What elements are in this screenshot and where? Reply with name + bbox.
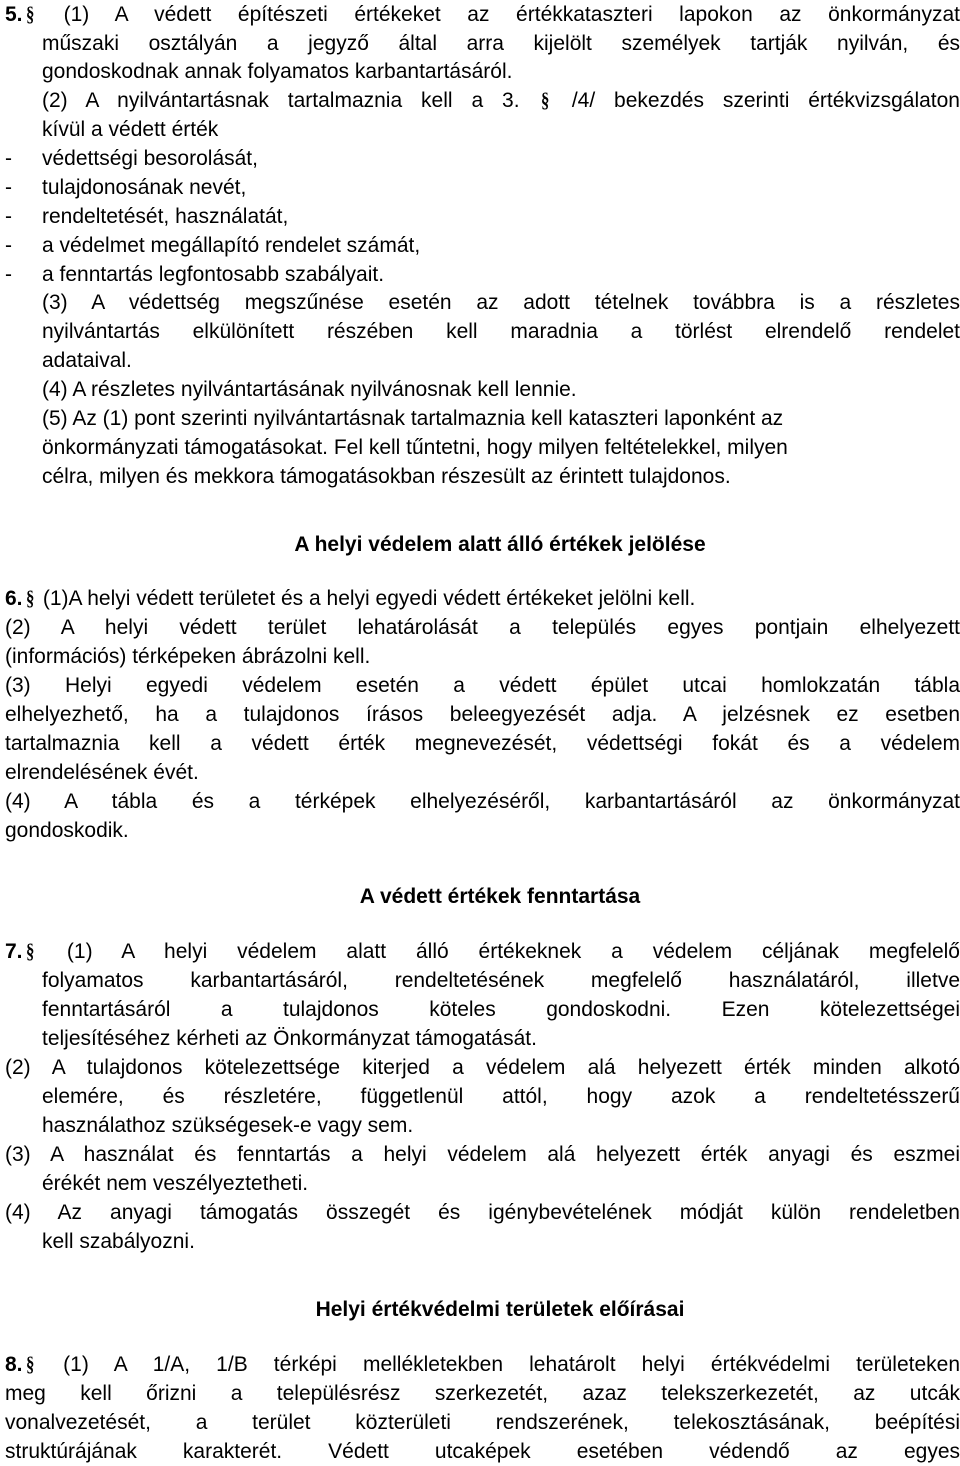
paragraph-text: (1) A 1/A, 1/B térképi mellékletekben lehatárolt helyi értékvédelmi területeken (63, 1353, 960, 1376)
paragraph-line: teljesítéséhez kérheti az Önkormányzat támogatását. (42, 1027, 537, 1050)
list-dash: - (5, 147, 12, 170)
paragraph-line: célra, milyen és mekkora támogatásokban részesült az érintett tulajdonos. (42, 465, 731, 488)
paragraph-line: (4) A tábla és a térképek elhelyezéséről, karbantartásáról az önkormányzat (5, 790, 960, 813)
paragraph-line: folyamatos karbantartásáról, rendeltetésének megfelelő használatáról, illetve (42, 969, 960, 992)
paragraph-line: vonalvezetését, a terület közterületi rendszerének, telekosztásának, beépítési (5, 1411, 960, 1434)
list-dash: - (5, 205, 12, 228)
section-sign: § (541, 88, 550, 112)
section-number: 7. (5, 940, 23, 963)
paragraph-text: (1)A helyi védett területet és a helyi egyedi védett értékeket jelölni kell. (42, 587, 696, 610)
section-heading: A védett értékek fenntartása (359, 885, 641, 908)
section-number: 6. (5, 587, 23, 610)
paragraph-text: (1) A védett építészeti értékeket az értékkataszteri lapokon az önkormányzat (63, 3, 960, 26)
paragraph-text: /4/ bekezdés szerinti értékvizsgálaton (571, 89, 960, 112)
paragraph-line: (3) Helyi egyedi védelem esetén a védett épület utcai homlokzatán tábla (5, 674, 960, 697)
section-heading: A helyi védelem alatt álló értékek jelölése (294, 533, 706, 556)
paragraph-line: elhelyezhető, ha a tulajdonos írásos beleegyezését adja. A jelzésnek ez esetben (5, 703, 960, 726)
section-number: 5. (5, 3, 23, 26)
paragraph-line: (5) Az (1) pont szerinti nyilvántartásnak tartalmaznia kell kataszteri laponként az (42, 407, 784, 430)
section-sign: § (25, 939, 34, 963)
list-dash: - (5, 263, 12, 286)
paragraph-line: meg kell őrizni a településrész szerkezetét, azaz telekszerkezetét, az utcák (5, 1382, 960, 1405)
paragraph-line: elemére, és részletére, függetlenül attól, hogy azok a rendeltetésszerű (42, 1085, 960, 1108)
list-item (5, 144, 258, 173)
section-sign: § (25, 586, 34, 610)
section-6-first-line (5, 584, 695, 613)
list-item-text: a védelmet megállapító rendelet számát, (42, 234, 421, 257)
section-heading: Helyi értékvédelmi területek előírásai (315, 1298, 685, 1321)
section-8-first-line (5, 1350, 960, 1379)
paragraph-line: tartalmaznia kell a védett érték megnevezését, védettségi fokát és a védelem (5, 732, 960, 755)
paragraph-line: használathoz szükségesek-e vagy sem. (42, 1114, 414, 1137)
section-sign: § (25, 2, 34, 26)
paragraph-line: (2) A helyi védett terület lehatárolását a település egyes pontjain elhelyezett (5, 616, 960, 639)
section-7-first-line (5, 937, 960, 966)
section-sign: § (25, 1352, 34, 1376)
list-item-text: rendeltetését, használatát, (42, 205, 289, 228)
paragraph-line: (2) A tulajdonos kötelezettsége kiterjed a védelem alá helyezett érték minden alkotó (5, 1056, 960, 1079)
paragraph-text: (1) A helyi védelem alatt álló értékeknek a védelem céljának megfelelő (66, 940, 960, 963)
paragraph-line: műszaki osztályán a jegyző által arra kijelölt személyek tartják nyilván, és (42, 32, 960, 55)
list-dash: - (5, 234, 12, 257)
paragraph-line: elrendelésének évét. (5, 761, 199, 784)
paragraph-line: (3) A használat és fenntartás a helyi védelem alá helyezett érték anyagi és eszmei (5, 1143, 960, 1166)
paragraph-line: nyilvántartás elkülönített részében kell maradnia a törlést elrendelő rendelet (42, 320, 960, 343)
list-item-text: tulajdonosának nevét, (42, 176, 247, 199)
paragraph-line: fenntartásáról a tulajdonos köteles gondoskodni. Ezen kötelezettségei (42, 998, 960, 1021)
list-item-text: védettségi besorolását, (42, 147, 258, 170)
section-number: 8. (5, 1353, 23, 1376)
list-dash: - (5, 176, 12, 199)
paragraph-line: gondoskodnak annak folyamatos karbantartásáról. (42, 60, 513, 83)
section-5-first-line (5, 0, 960, 29)
paragraph-line (42, 86, 960, 115)
paragraph-line: érékét nem veszélyeztetheti. (42, 1172, 309, 1195)
list-item (5, 173, 246, 202)
paragraph-line: (információs) térképeken ábrázolni kell. (5, 645, 371, 668)
paragraph-line: kell szabályozni. (42, 1230, 195, 1253)
paragraph-line: struktúrájának karakterét. Védett utcaképek esetében védendő az egyes (5, 1440, 960, 1463)
paragraph-line: adataival. (42, 349, 132, 372)
list-item (5, 231, 420, 260)
paragraph-line: (4) Az anyagi támogatás összegét és igénybevételének módját külön rendeletben (5, 1201, 960, 1224)
paragraph-line: önkormányzati támogatásokat. Fel kell tűntetni, hogy milyen feltételekkel, milyen (42, 436, 788, 459)
paragraph-line: gondoskodik. (5, 819, 129, 842)
paragraph-text: (2) A nyilvántartásnak tartalmaznia kell a 3. (42, 89, 539, 112)
paragraph-line: (3) A védettség megszűnése esetén az adott tételnek továbbra is a részletes (42, 291, 960, 314)
list-item (5, 260, 384, 289)
list-item (5, 202, 288, 231)
paragraph-line: kívül a védett érték (42, 118, 219, 141)
list-item-text: a fenntartás legfontosabb szabályait. (42, 263, 385, 286)
paragraph-line: (4) A részletes nyilvántartásának nyilvánosnak kell lennie. (42, 378, 577, 401)
